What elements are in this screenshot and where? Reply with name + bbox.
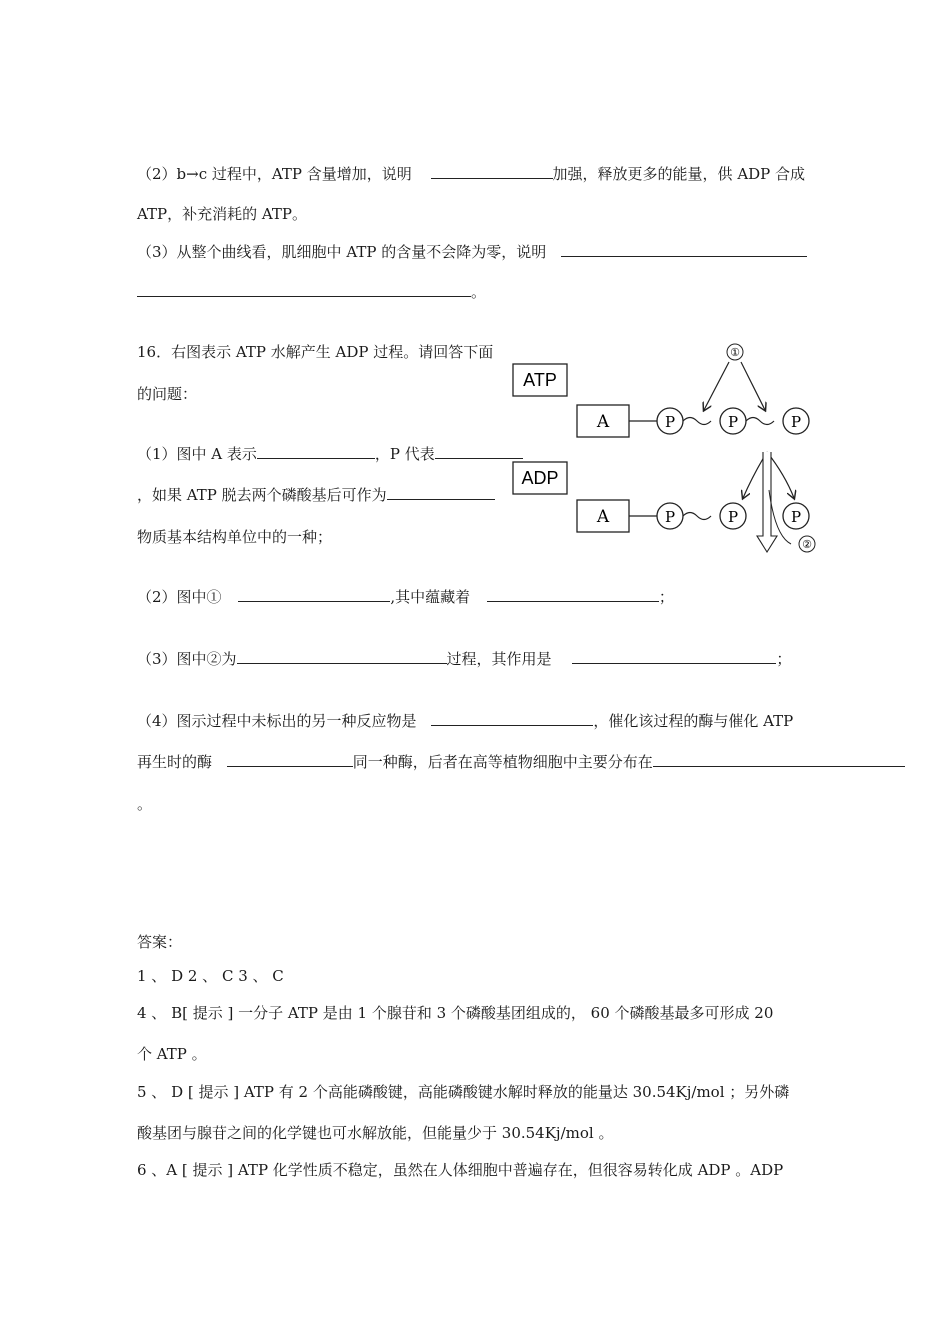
answer-4-line2: 个 ATP 。 bbox=[137, 1045, 207, 1063]
q16-blank-nucleotide[interactable] bbox=[387, 485, 495, 500]
q16-part4-line1: （4）图示过程中未标出的另一种反应物是 ，催化该过程的酶与催化 ATP bbox=[137, 712, 794, 730]
q15-blank-1[interactable] bbox=[431, 164, 553, 179]
q16-part2-line: （2）图中① ,其中蕴藏着 ； bbox=[137, 588, 674, 606]
atp-phosphate-2-label: P bbox=[727, 413, 739, 431]
atp-high-energy-bond-1 bbox=[683, 418, 711, 425]
answers-heading: 答案： bbox=[137, 933, 183, 951]
marker-1-label: ① bbox=[730, 346, 740, 359]
q16-blank-same-enzyme[interactable] bbox=[227, 752, 353, 767]
adp-adenosine-label: A bbox=[596, 507, 610, 527]
adp-phosphate-2-label: P bbox=[727, 508, 739, 526]
energy-release-arrow bbox=[757, 452, 777, 552]
atp-phosphate-1-label: P bbox=[664, 413, 676, 431]
q16-blank-process[interactable] bbox=[237, 649, 447, 664]
q16-blank-location[interactable] bbox=[653, 752, 905, 767]
released-phosphate-label: P bbox=[790, 508, 802, 526]
q15-part2-line1: （2）b→c 过程中，ATP 含量增加，说明 加强，释放更多的能量，供 ADP 合成 bbox=[137, 165, 806, 183]
q16-blank-energy[interactable] bbox=[487, 587, 659, 602]
adp-label: ADP bbox=[521, 468, 559, 488]
q16-intro-line2: 的问题： bbox=[137, 385, 198, 403]
answer-5-line2: 酸基团与腺苷之间的化学键也可水解放能，但能量少于 30.54Kj/mol 。 bbox=[137, 1124, 614, 1142]
q16-part4-end: 。 bbox=[137, 795, 153, 813]
q16-blank-a[interactable] bbox=[257, 444, 375, 459]
answer-1-3: 1 、 D 2 、 C 3 、 C bbox=[137, 967, 284, 985]
q16-blank-marker1[interactable] bbox=[238, 587, 390, 602]
q15-blank-2[interactable] bbox=[561, 242, 807, 257]
answer-4-line1: 4 、 B[ 提示 ] 一分子 ATP 是由 1 个腺苷和 3 个磷酸基团组成的， 60 个磷酸基最多可形成 20 bbox=[137, 1004, 774, 1022]
atp-high-energy-bond-2 bbox=[746, 418, 774, 425]
q16-part3-line: （3）图中②为 过程，其作用是 ； bbox=[137, 650, 792, 668]
q16-part1-line2: ，如果 ATP 脱去两个磷酸基后可作为 bbox=[137, 485, 495, 505]
adp-phosphate-1-label: P bbox=[664, 508, 676, 526]
q16-blank-function[interactable] bbox=[572, 649, 776, 664]
marker-2-label: ② bbox=[802, 538, 812, 551]
q15-part3-line1: （3）从整个曲线看，肌细胞中 ATP 的含量不会降为零，说明 bbox=[137, 242, 807, 262]
q15-part2-line2: ATP，补充消耗的 ATP。 bbox=[137, 205, 307, 223]
answer-5-line1: 5 、 D [ 提示 ] ATP 有 2 个高能磷酸键，高能磷酸键水解时释放的能量达 30.54Kj/mol ；另外磷 bbox=[137, 1083, 790, 1101]
answer-6-line1: 6 、A [ 提示 ] ATP 化学性质不稳定，虽然在人体细胞中普遍存在，但很容易转化成 ADP 。ADP bbox=[137, 1161, 784, 1179]
q16-intro-line1: 16．右图表示 ATP 水解产生 ADP 过程。请回答下面 bbox=[137, 343, 494, 361]
q16-part1-line1: （1）图中 A 表示 ，P 代表 bbox=[137, 444, 523, 464]
q15-blank-3[interactable] bbox=[137, 282, 471, 297]
q16-blank-reactant[interactable] bbox=[431, 711, 593, 726]
adp-high-energy-bond bbox=[683, 513, 711, 520]
marker-1-arrow-right bbox=[741, 362, 765, 410]
atp-label: ATP bbox=[523, 370, 557, 390]
q16-part1-line3: 物质基本结构单位中的一种； bbox=[137, 528, 333, 546]
atp-adenosine-label: A bbox=[596, 412, 610, 432]
atp-phosphate-3-label: P bbox=[790, 413, 802, 431]
atp-hydrolysis-diagram bbox=[505, 340, 825, 560]
q16-part4-line2: 再生时的酶 同一种酶，后者在高等植物细胞中主要分布在 bbox=[137, 752, 905, 772]
q15-part3-line2: 。 bbox=[137, 282, 486, 302]
marker-1-arrow-left bbox=[704, 362, 729, 410]
